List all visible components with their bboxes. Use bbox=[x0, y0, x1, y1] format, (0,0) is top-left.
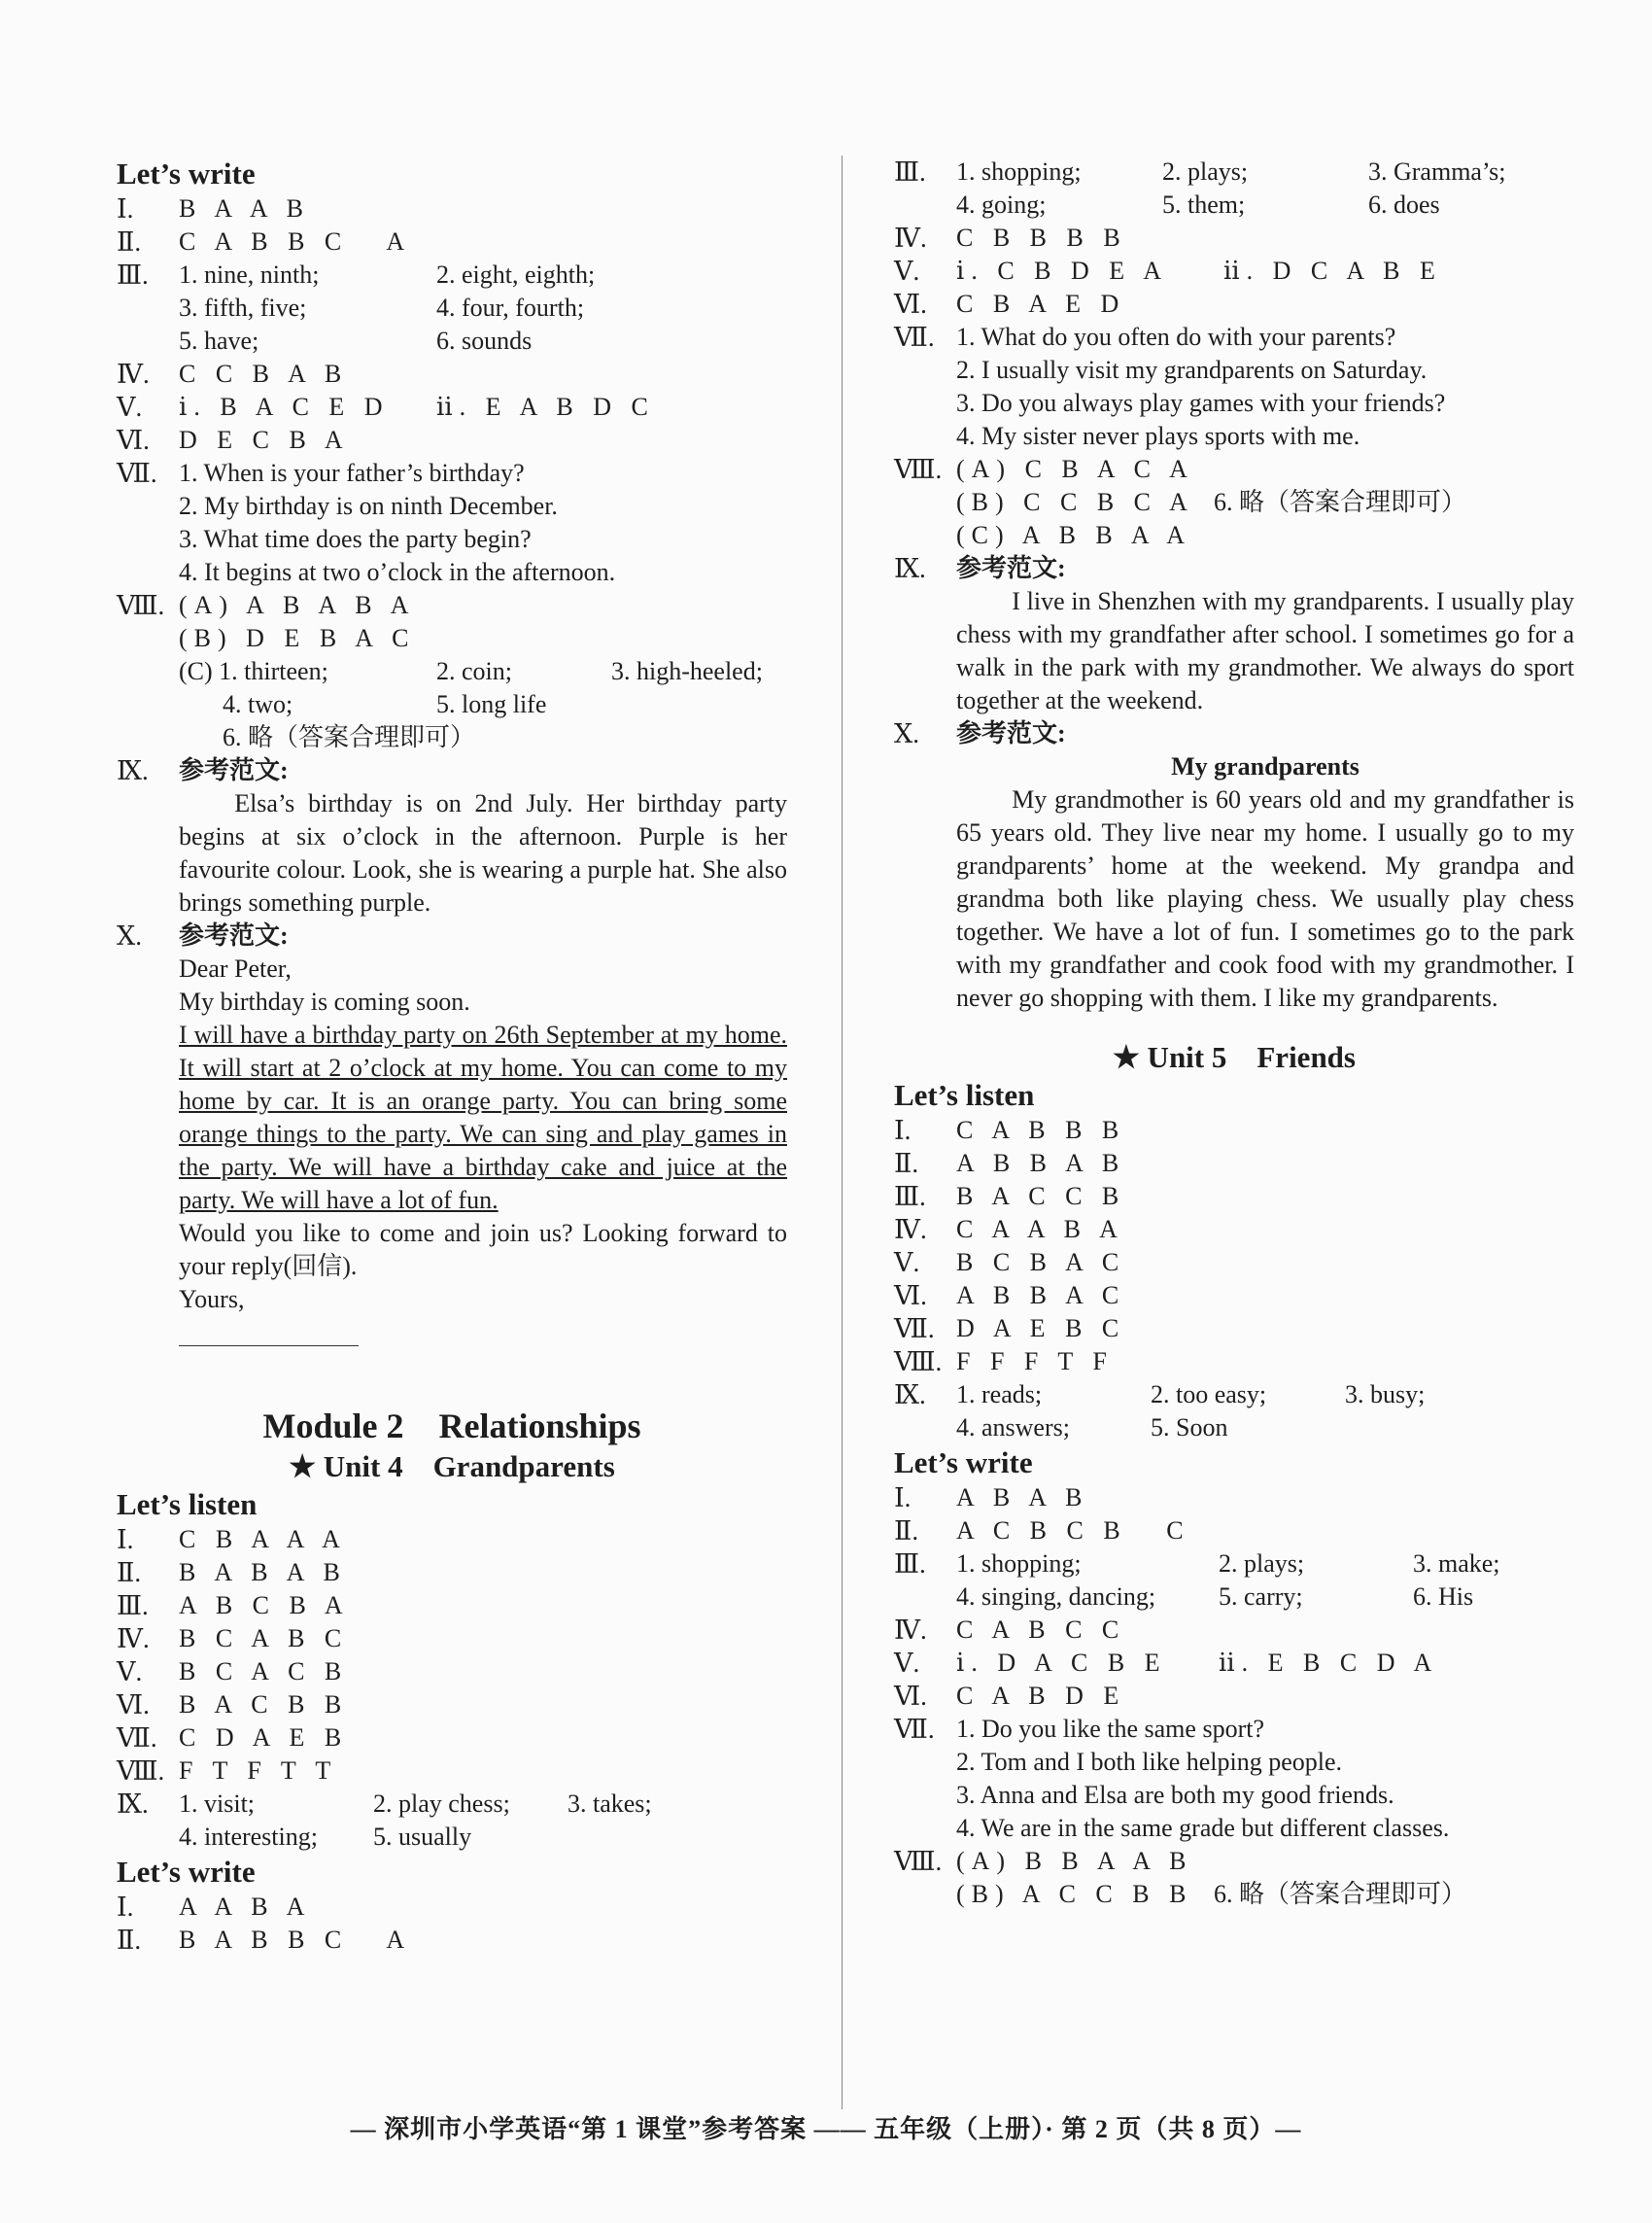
answer-row: Ⅳ. C B B B B bbox=[894, 224, 1127, 253]
section-heading: Let’s listen bbox=[894, 1078, 1035, 1112]
answer-row: Ⅲ. 1. shopping; 2. plays; 3. Gramma’s; 4. going; 5. them; 6. does bbox=[894, 157, 1506, 219]
sample-essay: I live in Shenzhen with my grandparents. I usually play chess with my grandfather after school. I sometimes go for a walk in the park with my grandmother. We always do sport together at the weekend. bbox=[956, 587, 1574, 714]
answer-row: Ⅱ. A C B C B C bbox=[894, 1516, 1190, 1546]
module-title: Module 2 Relationships bbox=[262, 1407, 641, 1445]
answer-row: Ⅸ. 1. reads; 2. too easy; 3. busy; 4. answers; 5. Soon bbox=[894, 1380, 1426, 1441]
answer-row: Ⅵ. D E C B A bbox=[117, 426, 350, 455]
answer-row: Ⅵ. A B B A C bbox=[894, 1281, 1126, 1310]
underlined-passage: I will have a birthday party on 26th September at my home. It will start at 2 o’clock at my home. You can come to my home by car. It is an orange party. You can bring some orange things to the party. We can sing and play games in the party. We will have a birthday cake and juice at the party. We will have a lot of fun. bbox=[179, 1021, 787, 1214]
answer-row: Ⅴ. B C B A C bbox=[894, 1248, 1126, 1277]
answer-row: Ⅷ. (A) A B A B A (B) D E B A C (C) 1. thirteen; 2. coin; 3. high-heeled; 4. two; 5. long life 6. 略（答案合理即可） bbox=[117, 591, 763, 751]
answer-row: Ⅴ. ⅰ. D A C B E ⅱ. E B C D A bbox=[894, 1649, 1439, 1678]
answer-row: Ⅲ. A B C B A bbox=[117, 1591, 350, 1620]
answer-row: Ⅶ. D A E B C bbox=[894, 1314, 1126, 1343]
answer-row: Ⅲ. 1. shopping; 2. plays; 3. make; 4. singing, dancing; 5. carry; 6. His bbox=[894, 1549, 1500, 1611]
answer-row: Ⅶ. 1. When is your father’s birthday? 2. My birthday is on ninth December. 3. What time does the party begin? 4. It begins at two o’clock in the afternoon. bbox=[117, 459, 616, 586]
section-heading: Let’s write bbox=[117, 156, 256, 191]
answer-row: Ⅱ. B A B A B bbox=[117, 1558, 347, 1587]
column-divider bbox=[842, 156, 843, 2109]
answer-row: Ⅴ. ⅰ. C B D E A ⅱ. D C A B E bbox=[894, 257, 1442, 286]
answer-row: Ⅰ. A A B A bbox=[117, 1893, 312, 1922]
answer-row: Ⅸ. 参考范文: Elsa’s birthday is on 2nd July. Her birthday party begins at six o’clock in the afternoon. Purple is her favourite colour. Look, she is wearing a purple hat. She also brings something purple. bbox=[117, 754, 787, 920]
answer-row: Ⅰ. B A A B bbox=[117, 194, 310, 224]
answer-row: Ⅴ. ⅰ. B A C E D ⅱ. E A B D C bbox=[117, 393, 655, 422]
answer-row: Ⅴ. B C A C B bbox=[117, 1657, 349, 1686]
answer-row: Ⅳ. C A B C C bbox=[894, 1615, 1126, 1645]
section-heading: Let’s write bbox=[894, 1445, 1033, 1479]
answer-row: Ⅹ. 参考范文: My grandparents My grandmother is 60 years old and my grandfather is 65 years old. They live near my home. I usually go to my grandparents’ home at the weekend. My grandpa and grandma both like playing chess. We usually play chess together. We have a lot of fun. I sometimes go to the park with my grandfather and cook food with my grandmother. I never go shopping with them. I like my grandparents. bbox=[894, 717, 1574, 1015]
answer-row: Ⅱ. A B B A B bbox=[894, 1149, 1126, 1178]
sample-essay: My grandmother is 60 years old and my grandfather is 65 years old. They live near my home. I usually go to my grandparents’ home at the weekend. My grandpa and grandma both like playing chess. We usually play chess together. We have a lot of fun. I sometimes go to the park with my grandfather and cook food with my grandmother. I never go shopping with them. I like my grandparents. bbox=[956, 785, 1574, 1012]
answer-row: Ⅰ. C A B B B bbox=[894, 1116, 1126, 1145]
answer-row: Ⅷ. F T F T T bbox=[117, 1756, 338, 1786]
essay-title: My grandparents bbox=[1171, 752, 1359, 781]
answer-row: Ⅵ. C A B D E bbox=[894, 1682, 1126, 1711]
answer-row: Ⅷ. (A) B B A A B (B) A C C B B 6. 略（答案合理即可） bbox=[894, 1847, 1467, 1908]
section-heading: Let’s listen bbox=[117, 1487, 258, 1521]
section-heading: Let’s write bbox=[117, 1855, 256, 1889]
signature-line bbox=[179, 1316, 359, 1346]
answer-row: Ⅱ. C A B B C A bbox=[117, 227, 412, 257]
answer-row: Ⅵ. C B A E D bbox=[894, 290, 1126, 319]
answer-row: Ⅰ. A B A B bbox=[894, 1483, 1089, 1512]
answer-row: Ⅹ. 参考范文: Dear Peter, My birthday is coming soon. I will have a birthday party on 26th September at my home. It will start at 2 o’clock at my home. You can come to my home by car. It is an orange party. You can bring some orange things to the party. We can sing and play games in the party. We will have a birthday cake and juice at the party. We will have a lot of fun. Would you like to come and join us? Looking forward to your reply(回信). Yours, bbox=[117, 920, 787, 1346]
answer-row: Ⅰ. C B A A A bbox=[117, 1525, 347, 1554]
answer-row: Ⅶ. 1. What do you often do with your parents? 2. I usually visit my grandparents on Saturday. 3. Do you always play games with your friends? 4. My sister never plays sports with me. bbox=[894, 323, 1446, 450]
answer-row: Ⅶ. 1. Do you like the same sport? 2. Tom and I both like helping people. 3. Anna and Elsa are both my good friends. 4. We are in the same grade but different classes. bbox=[894, 1715, 1450, 1842]
answer-row: Ⅳ. C C B A B bbox=[117, 360, 349, 389]
unit-title: ★ Unit 5 Friends bbox=[1113, 1040, 1356, 1074]
answer-row: Ⅵ. B A C B B bbox=[117, 1690, 349, 1719]
answer-row: Ⅳ. C A A B A bbox=[894, 1215, 1124, 1244]
answer-row: Ⅲ. 1. nine, ninth; 2. eight, eighth; 3. fifth, five; 4. four, fourth; 5. have; 6. sounds bbox=[117, 261, 596, 355]
answer-row: Ⅸ. 1. visit; 2. play chess; 3. takes; 4. interesting; 5. usually bbox=[117, 1789, 652, 1851]
answer-row: Ⅷ. (A) C B A C A (B) C C B C A 6. 略（答案合理即可） (C) A B B A A bbox=[894, 455, 1467, 549]
answer-row: Ⅸ. 参考范文: I live in Shenzhen with my grandparents. I usually play chess with my grandfather after school. I sometimes go for a walk in the park with my grandmother. We always do sport together at the weekend. bbox=[894, 552, 1574, 717]
right-column bbox=[894, 156, 1574, 1911]
answer-row: Ⅱ. B A B B C A bbox=[117, 1926, 412, 1955]
page-footer: — 深圳市小学英语“第 1 课堂”参考答案 —— 五年级（上册）· 第 2 页（共 8 页）— bbox=[350, 2115, 1302, 2143]
answer-row: Ⅳ. B C A B C bbox=[117, 1624, 349, 1653]
left-column bbox=[117, 156, 787, 1957]
sample-essay: Elsa’s birthday is on 2nd July. Her birthday party begins at six o’clock in the afternoon. Purple is her favourite colour. Look, she is wearing a purple hat. She also brings something purple. bbox=[179, 789, 787, 917]
unit-title: ★ Unit 4 Grandparents bbox=[289, 1449, 615, 1483]
answer-row: Ⅲ. B A C C B bbox=[894, 1182, 1126, 1211]
answer-row: Ⅷ. F F F T F bbox=[894, 1347, 1114, 1376]
answer-row: Ⅶ. C D A E B bbox=[117, 1723, 349, 1753]
